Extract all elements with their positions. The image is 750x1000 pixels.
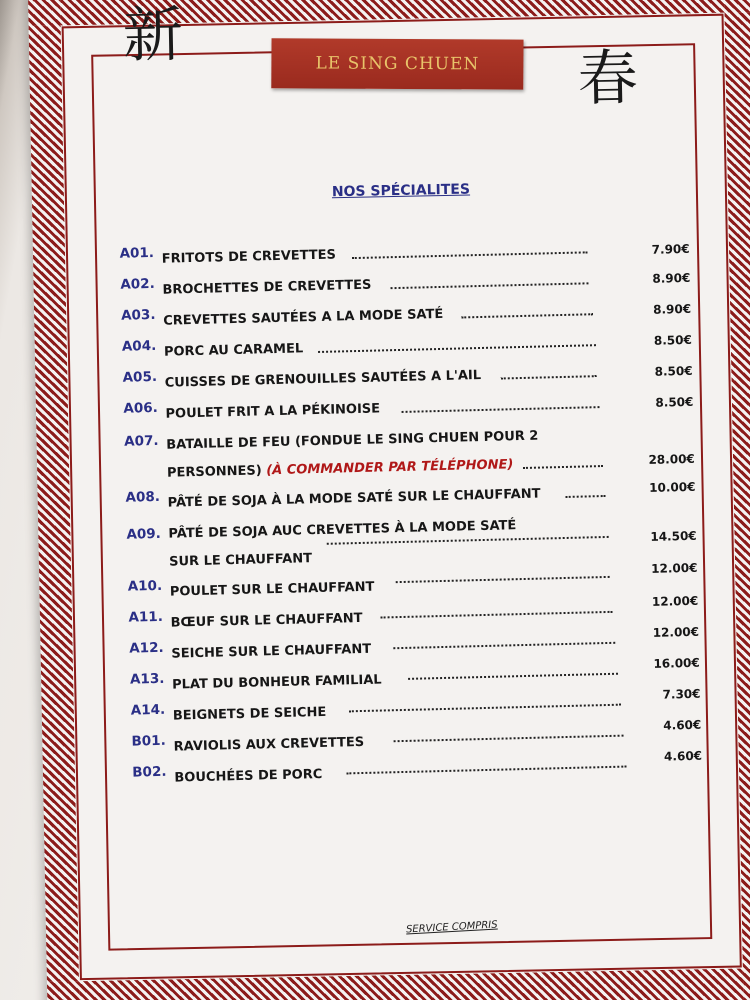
item-code: B01. <box>131 732 166 750</box>
item-code: A05. <box>122 368 158 386</box>
item-name: PÂTÉ DE SOJA AUC CREVETTES À LA MODE SATÉ <box>168 518 517 542</box>
item-code: A11. <box>128 608 164 626</box>
item-name: PÂTÉ DE SOJA À LA MODE SATÉ SUR LE CHAUFFANT <box>167 486 541 511</box>
item-price: 12.00€ <box>651 593 699 609</box>
item-name: POULET FRIT A LA PÉKINOISE <box>165 401 381 422</box>
item-code: A01. <box>119 244 155 262</box>
item-price: 4.60€ <box>663 748 703 764</box>
item-code: A04. <box>121 337 157 355</box>
item-price: 12.00€ <box>652 624 700 640</box>
item-price: 12.00€ <box>650 560 698 576</box>
item-price: 8.90€ <box>652 301 692 317</box>
item-name: BATAILLE DE FEU (FONDUE LE SING CHUEN POUR 2 <box>166 428 539 453</box>
chinese-glyph-right: 春 <box>577 43 639 115</box>
item-name: BROCHETTES DE CREVETTES <box>162 277 372 298</box>
service-note: SERVICE COMPRIS <box>405 919 498 936</box>
item-name: CUISSES DE GRENOUILLES SAUTÉES A L'AIL <box>164 367 482 391</box>
item-name: PLAT DU BONHEUR FAMILIAL <box>171 672 382 693</box>
item-code: A14. <box>130 701 166 719</box>
restaurant-name: LE SING CHUEN <box>315 53 480 75</box>
item-price: 8.90€ <box>652 270 691 286</box>
section-title: NOS SPÉCIALITES <box>331 181 471 201</box>
item-code: A13. <box>129 670 165 688</box>
menu-list <box>119 232 702 796</box>
item-name: BOUCHÉES DE PORC <box>174 766 323 786</box>
item-price: 16.00€ <box>653 655 700 671</box>
item-name: CREVETTES SAUTÉES A LA MODE SATÉ <box>163 306 444 329</box>
item-price: 8.50€ <box>655 394 694 410</box>
item-price: 8.50€ <box>653 332 693 348</box>
item-price: 28.00€ <box>648 451 695 467</box>
item-price: 14.50€ <box>650 528 697 544</box>
item-name: BEIGNETS DE SEICHE <box>172 704 327 724</box>
item-name: POULET SUR LE CHAUFFANT <box>169 579 375 600</box>
item-name: FRITOTS DE CREVETTES <box>161 247 337 267</box>
item-code: A07. <box>124 432 159 450</box>
item-code: A03. <box>120 306 156 324</box>
item-code: A10. <box>127 577 163 595</box>
chinese-glyph-left: 新 <box>122 0 184 72</box>
item-name-line2: SUR LE CHAUFFANT <box>168 551 313 570</box>
restaurant-name-banner <box>271 38 523 89</box>
item-order-note: (À COMMANDER PAR TÉLÉPHONE) <box>266 457 514 479</box>
item-code: A12. <box>129 639 164 657</box>
menu-sheet <box>28 0 750 1000</box>
item-code: A06. <box>123 399 158 417</box>
item-name: RAVIOLIS AUX CREVETTES <box>173 734 365 755</box>
item-code: A02. <box>120 275 155 293</box>
item-code: B02. <box>132 763 167 781</box>
item-name-line2: PERSONNES) <box>166 463 262 481</box>
item-price: 7.30€ <box>662 686 701 702</box>
item-price: 7.90€ <box>651 241 690 257</box>
item-code: A08. <box>125 488 161 506</box>
item-name: PORC AU CARAMEL <box>163 341 304 360</box>
item-name: BŒUF SUR LE CHAUFFANT <box>170 610 363 631</box>
item-price: 8.50€ <box>654 363 693 379</box>
item-price: 4.60€ <box>663 717 702 733</box>
item-price: 10.00€ <box>649 479 696 495</box>
item-name: SEICHE SUR LE CHAUFFANT <box>171 641 372 662</box>
item-code: A09. <box>126 525 162 543</box>
